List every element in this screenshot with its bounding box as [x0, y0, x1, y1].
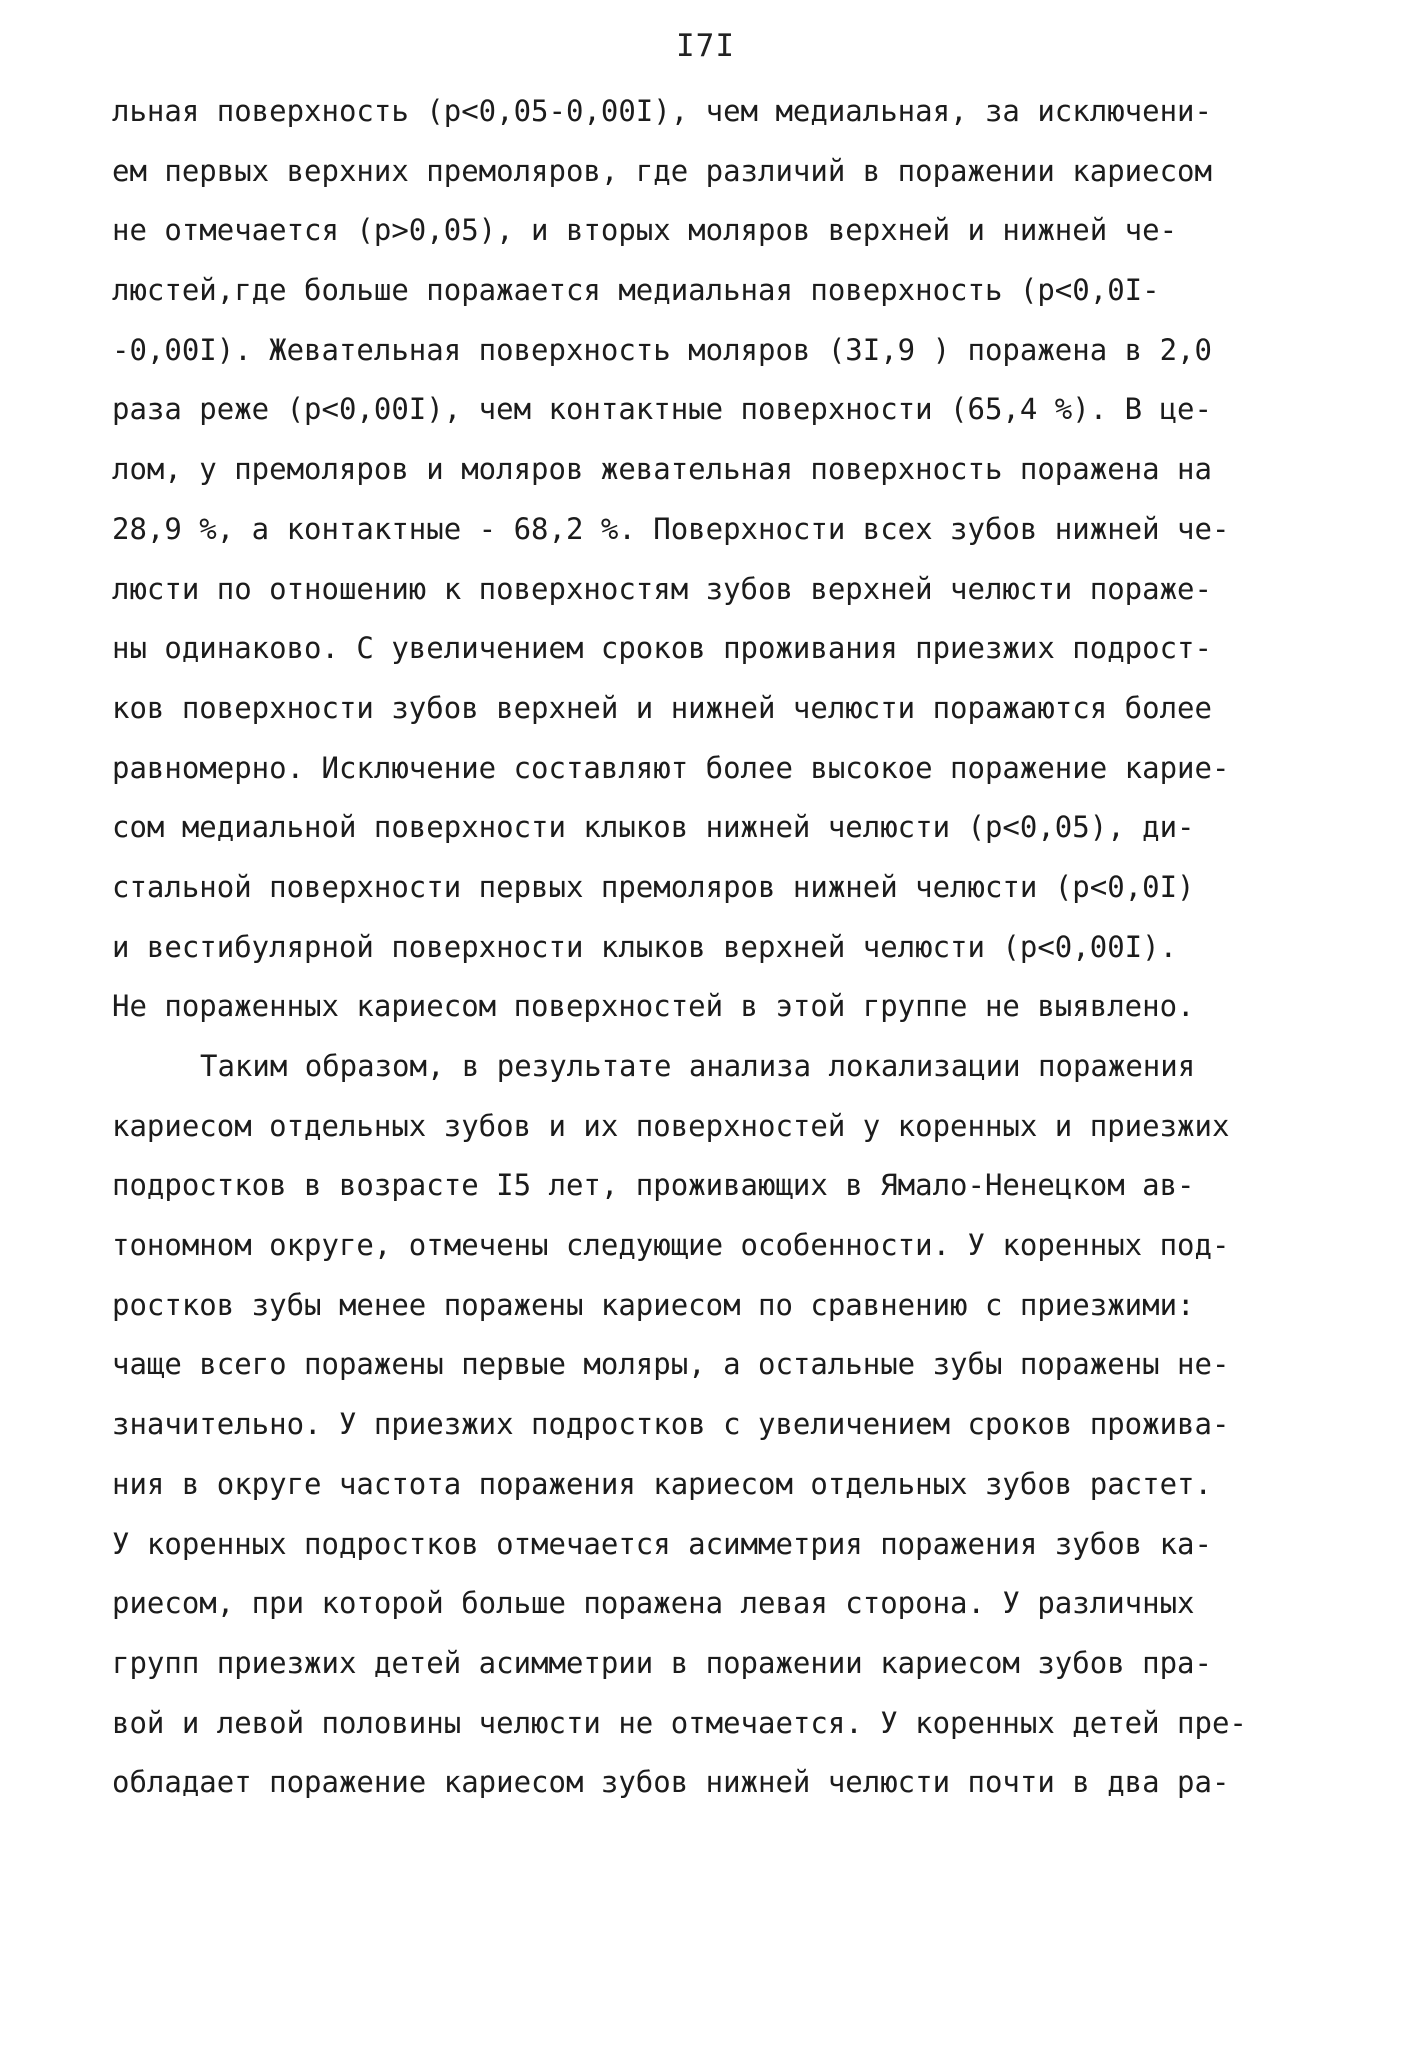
text-line: раза реже (р<0,00I), чем контактные поверхности (65,4 %). В це-: [112, 392, 1212, 427]
text-line: сом медиальной поверхности клыков нижней челюсти (р<0,05), ди-: [112, 810, 1195, 845]
text-line: лом, у премоляров и моляров жевательная поверхность поражена на: [112, 452, 1212, 487]
text-line: тономном округе, отмечены следующие особенности. У коренных под-: [112, 1228, 1230, 1263]
text-line: не отмечается (р>0,05), и вторых моляров верхней и нижней че-: [112, 213, 1178, 248]
text-line: равномерно. Исключение составляют более высокое поражение карие-: [112, 750, 1230, 785]
text-line: 28,9 %, а контактные - 68,2 %. Поверхности всех зубов нижней че-: [112, 511, 1230, 546]
text-line: Не пораженных кариесом поверхностей в этой группе не выявлено.: [112, 989, 1195, 1024]
paragraph-2: [112, 1037, 1312, 1813]
text-line: Таким образом, в результате анализа локализации поражения: [200, 1049, 1196, 1083]
paragraph-1: [112, 82, 1312, 1037]
text-line: риесом, при которой больше поражена левая сторона. У различных: [112, 1586, 1195, 1621]
text-line: обладает поражение кариесом зубов нижней челюсти почти в два ра-: [112, 1765, 1230, 1800]
text-line: ем первых верхних премоляров, где различий в поражении кариесом: [112, 153, 1212, 188]
page-number: I7I: [676, 28, 735, 64]
text-line: групп приезжих детей асимметрии в поражении кариесом зубов пра-: [112, 1645, 1212, 1680]
text-line: кариесом отдельных зубов и их поверхностей у коренных и приезжих: [112, 1108, 1230, 1143]
text-line: подростков в возрасте I5 лет, проживающих в Ямало-Ненецком ав-: [112, 1168, 1195, 1203]
text-line: стальной поверхности первых премоляров нижней челюсти (р<0,0I): [112, 869, 1195, 904]
text-line: ростков зубы менее поражены кариесом по сравнению с приезжими:: [112, 1287, 1195, 1322]
text-line: чаще всего поражены первые моляры, а остальные зубы поражены не-: [112, 1347, 1230, 1382]
text-line: люсти по отношению к поверхностям зубов верхней челюсти пораже-: [112, 571, 1212, 606]
text-line: значительно. У приезжих подростков с увеличением сроков прожива-: [112, 1407, 1230, 1442]
body-text: [112, 82, 1312, 1813]
text-line: ков поверхности зубов верхней и нижней челюсти поражаются более: [112, 690, 1212, 725]
text-line: и вестибулярной поверхности клыков верхней челюсти (р<0,00I).: [112, 929, 1178, 964]
text-line: люстей,где больше поражается медиальная поверхность (р<0,0I-: [112, 273, 1160, 308]
text-line: льная поверхность (р<0,05-0,00I), чем медиальная, за исключени-: [112, 94, 1212, 128]
text-line: вой и левой половины челюсти не отмечается. У коренных детей пре-: [112, 1705, 1247, 1740]
text-line: У коренных подростков отмечается асимметрия поражения зубов ка-: [112, 1526, 1212, 1561]
text-line: ния в округе частота поражения кариесом отдельных зубов растет.: [112, 1466, 1212, 1501]
text-line: -0,00I). Жевательная поверхность моляров (3I,9 ) поражена в 2,0: [112, 332, 1212, 367]
text-line: ны одинаково. С увеличением сроков проживания приезжих подрост-: [112, 631, 1212, 666]
